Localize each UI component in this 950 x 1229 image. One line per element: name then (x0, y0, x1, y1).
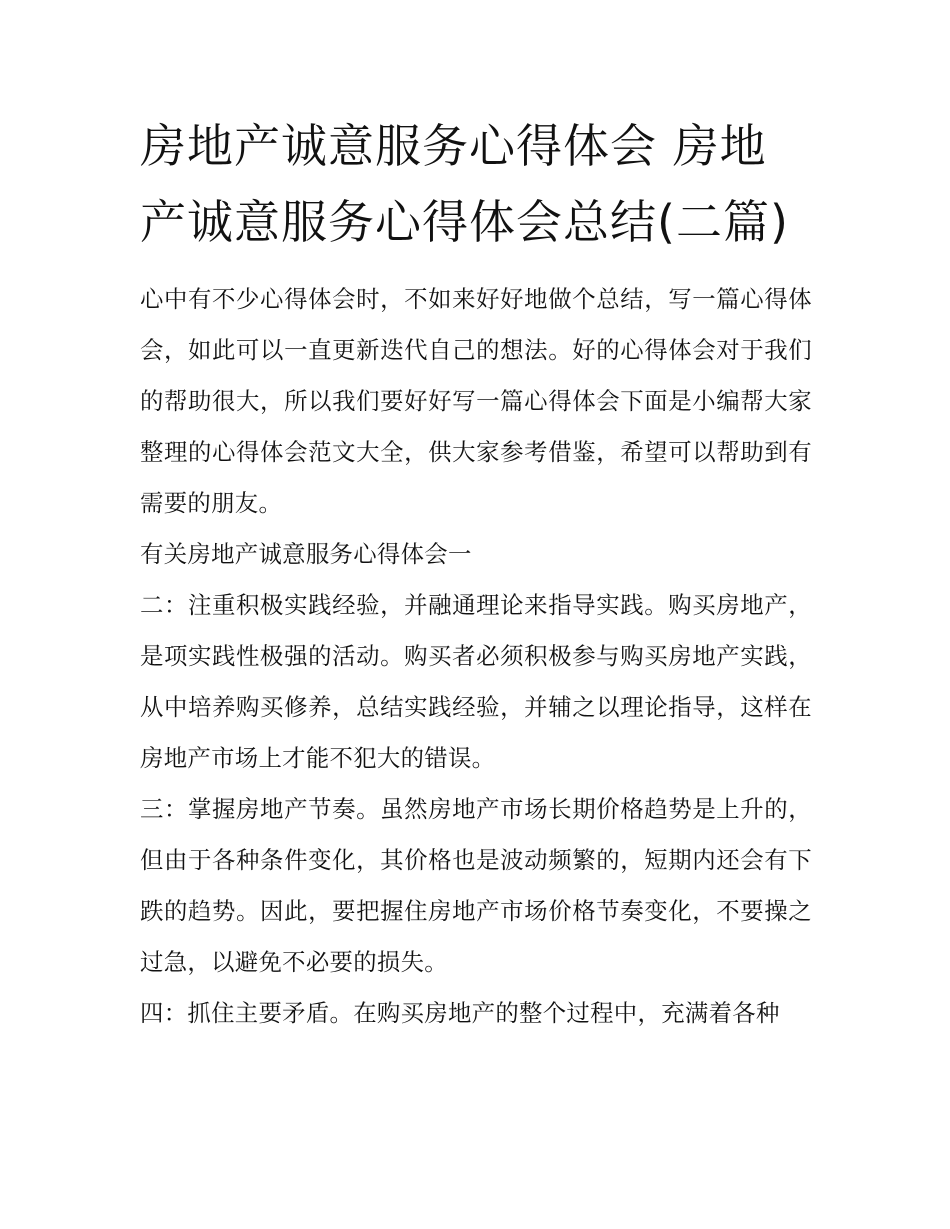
intro-paragraph: 心中有不少心得体会时，不如来好好地做个总结，写一篇心得体会，如此可以一直更新迭代自己的想法。好的心得体会对于我们的帮助很大，所以我们要好好写一篇心得体会下面是小编帮大家整理的心得体会范文大全，供大家参考借鉴，希望可以帮助到有需要的朋友。 (140, 285, 812, 517)
paragraph-point-two: 二：注重积极实践经验，并融通理论来指导实践。购买房地产，是项实践性极强的活动。购买者必须积极参与购买房地产实践，从中培养购买修养，总结实践经验，并辅之以理论指导，这样在房地产市场上才能不犯大的错误。 (140, 591, 812, 772)
document-title: 房地产诚意服务心得体会 房地产诚意服务心得体会总结(二篇) (140, 119, 789, 249)
paragraph-point-three: 三：掌握房地产节奏。虽然房地产市场长期价格趋势是上升的，但由于各种条件变化，其价格也是波动频繁的，短期内还会有下跌的趋势。因此，要把握住房地产市场价格节奏变化，不要操之过急，以避免不必要的损失。 (140, 795, 812, 976)
document-body (140, 108, 812, 1039)
section-heading: 有关房地产诚意服务心得体会一 (140, 540, 472, 568)
paragraph-point-four: 四：抓住主要矛盾。在购买房地产的整个过程中，充满着各种 (140, 999, 780, 1027)
